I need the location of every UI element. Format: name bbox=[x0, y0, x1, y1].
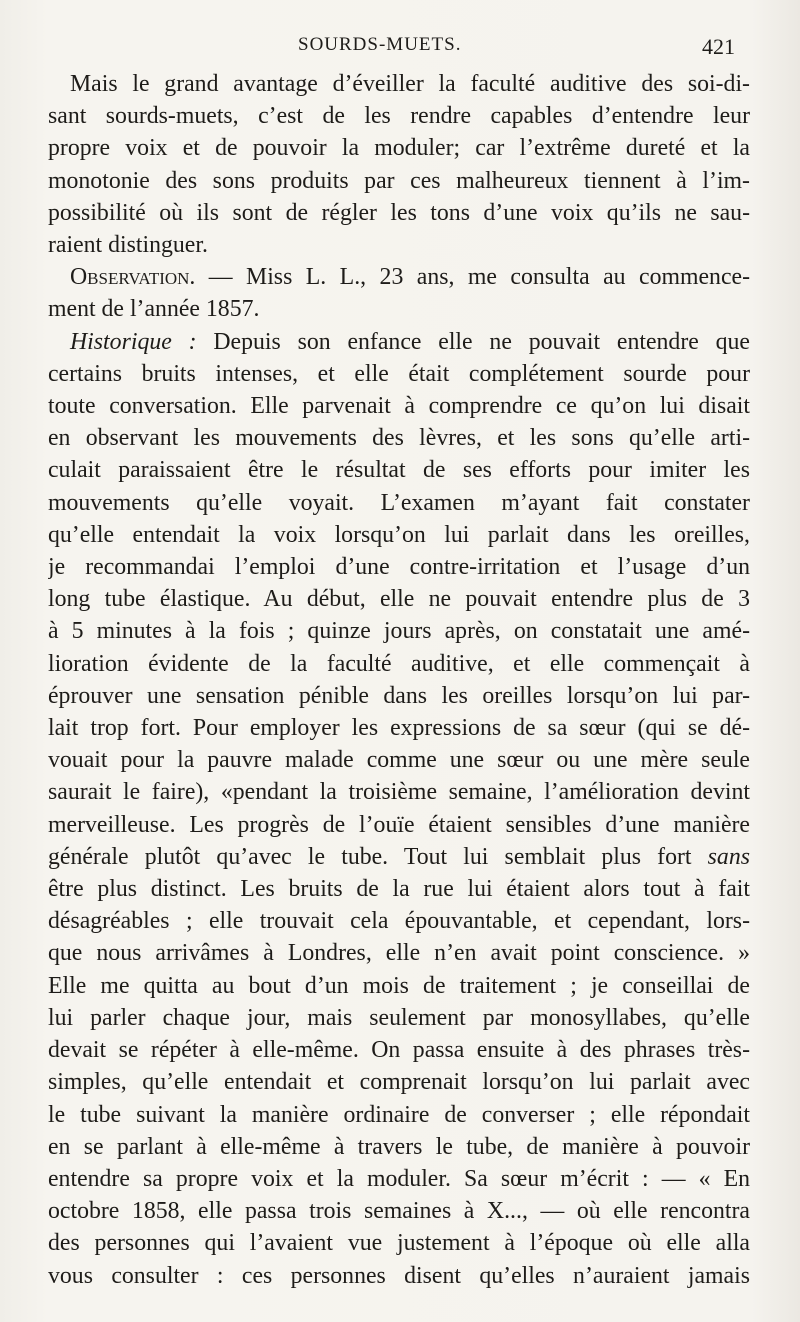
text-line: je recommandai l’emploi d’une contre-irritation et l’usage d’un bbox=[48, 554, 750, 581]
text-line: vous consulter : ces personnes disent qu’elles n’auraient jamais bbox=[48, 1262, 750, 1289]
text-line: Mais le grand avantage d’éveiller la faculté auditive des soi-di- bbox=[70, 71, 750, 97]
page-header bbox=[0, 30, 800, 64]
text-line: lui parler chaque jour, mais seulement par monosyllabes, qu’elle bbox=[48, 1004, 750, 1031]
text-line: certains bruits intenses, et elle était complétement sourde pour bbox=[48, 360, 750, 387]
text-line: monotonie des sons produits par ces malheureux tiennent à l’im- bbox=[48, 167, 750, 194]
text-line: sant sourds-muets, c’est de les rendre capables d’entendre leur bbox=[48, 103, 750, 130]
text-line: merveilleuse. Les progrès de l’ouïe étaient sensibles d’une manière bbox=[48, 811, 750, 838]
text-line: raient distinguer. bbox=[48, 232, 208, 259]
observation-text: — Miss L. L., 23 ans, me consulta au commence- bbox=[195, 264, 750, 291]
text-line: Elle me quitta au bout d’un mois de traitement ; je conseillai de bbox=[48, 972, 750, 999]
text-line: octobre 1858, elle passa trois semaines à X..., — où elle rencontra bbox=[48, 1198, 750, 1225]
sans-line bbox=[48, 841, 750, 873]
text-line: mouvements qu’elle voyait. L’examen m’ayant fait constater bbox=[48, 489, 750, 516]
text-line: en se parlant à elle-même à travers le tube, de manière à pouvoir bbox=[48, 1133, 750, 1160]
historique-line bbox=[48, 326, 750, 358]
running-head: SOURDS-MUETS. bbox=[298, 34, 462, 55]
sans-line-text: générale plutôt qu’avec le tube. Tout lui semblait plus fort bbox=[48, 843, 708, 870]
text-line: simples, qu’elle entendait et comprenait lorsqu’on lui parlait avec bbox=[48, 1069, 750, 1096]
text-line: qu’elle entendait la voix lorsqu’on lui parlait dans les oreilles, bbox=[48, 521, 750, 548]
text-line: possibilité où ils sont de régler les tons d’une voix qu’ils ne sau- bbox=[48, 199, 750, 226]
sans-emphasis: sans bbox=[707, 843, 750, 870]
text-line: que nous arrivâmes à Londres, elle n’en avait point conscience. » bbox=[48, 940, 750, 967]
text-line: ment de l’année 1857. bbox=[48, 296, 260, 323]
text-line: saurait le faire), «pendant la troisième semaine, l’amélioration devint bbox=[48, 779, 750, 806]
text-line: désagréables ; elle trouvait cela épouvantable, et cependant, lors- bbox=[48, 908, 750, 935]
text-line: lioration évidente de la faculté auditive, et elle commençait à bbox=[48, 650, 750, 677]
text-line: vouait pour la pauvre malade comme une sœur ou une mère seule bbox=[48, 747, 750, 774]
text-line: devait se répéter à elle-même. On passa ensuite à des phrases très- bbox=[48, 1037, 750, 1064]
text-line: des personnes qui l’avaient vue justement à l’époque où elle alla bbox=[48, 1230, 750, 1257]
text-line: en observant les mouvements des lèvres, et les sons qu’elle arti- bbox=[48, 425, 750, 452]
historique-text: Depuis son enfance elle ne pouvait entendre que bbox=[196, 328, 750, 355]
text-line: toute conversation. Elle parvenait à comprendre ce qu’on lui disait bbox=[48, 393, 750, 420]
historique-label: Historique : bbox=[70, 328, 197, 355]
text-line: entendre sa propre voix et la moduler. Sa sœur m’écrit : — « En bbox=[48, 1165, 750, 1192]
text-line: lait trop fort. Pour employer les expressions de sa sœur (qui se dé- bbox=[48, 715, 750, 742]
text-line: à 5 minutes à la fois ; quinze jours après, on constatait une amé- bbox=[48, 618, 750, 645]
text-line: éprouver une sensation pénible dans les oreilles lorsqu’on lui par- bbox=[48, 682, 750, 709]
text-line: culait paraissaient être le résultat de ses efforts pour imiter les bbox=[48, 457, 750, 484]
text-line: long tube élastique. Au début, elle ne pouvait entendre plus de 3 bbox=[48, 586, 750, 613]
page-number: 421 bbox=[702, 34, 735, 59]
text-line: propre voix et de pouvoir la moduler; car l’extrême dureté et la bbox=[48, 135, 750, 162]
text-line: être plus distinct. Les bruits de la rue lui étaient alors tout à fait bbox=[48, 876, 750, 903]
observation-line bbox=[48, 261, 750, 293]
body-text bbox=[48, 68, 750, 1292]
observation-label: Observation. bbox=[70, 264, 196, 291]
text-line: le tube suivant la manière ordinaire de converser ; elle répondait bbox=[48, 1101, 750, 1128]
